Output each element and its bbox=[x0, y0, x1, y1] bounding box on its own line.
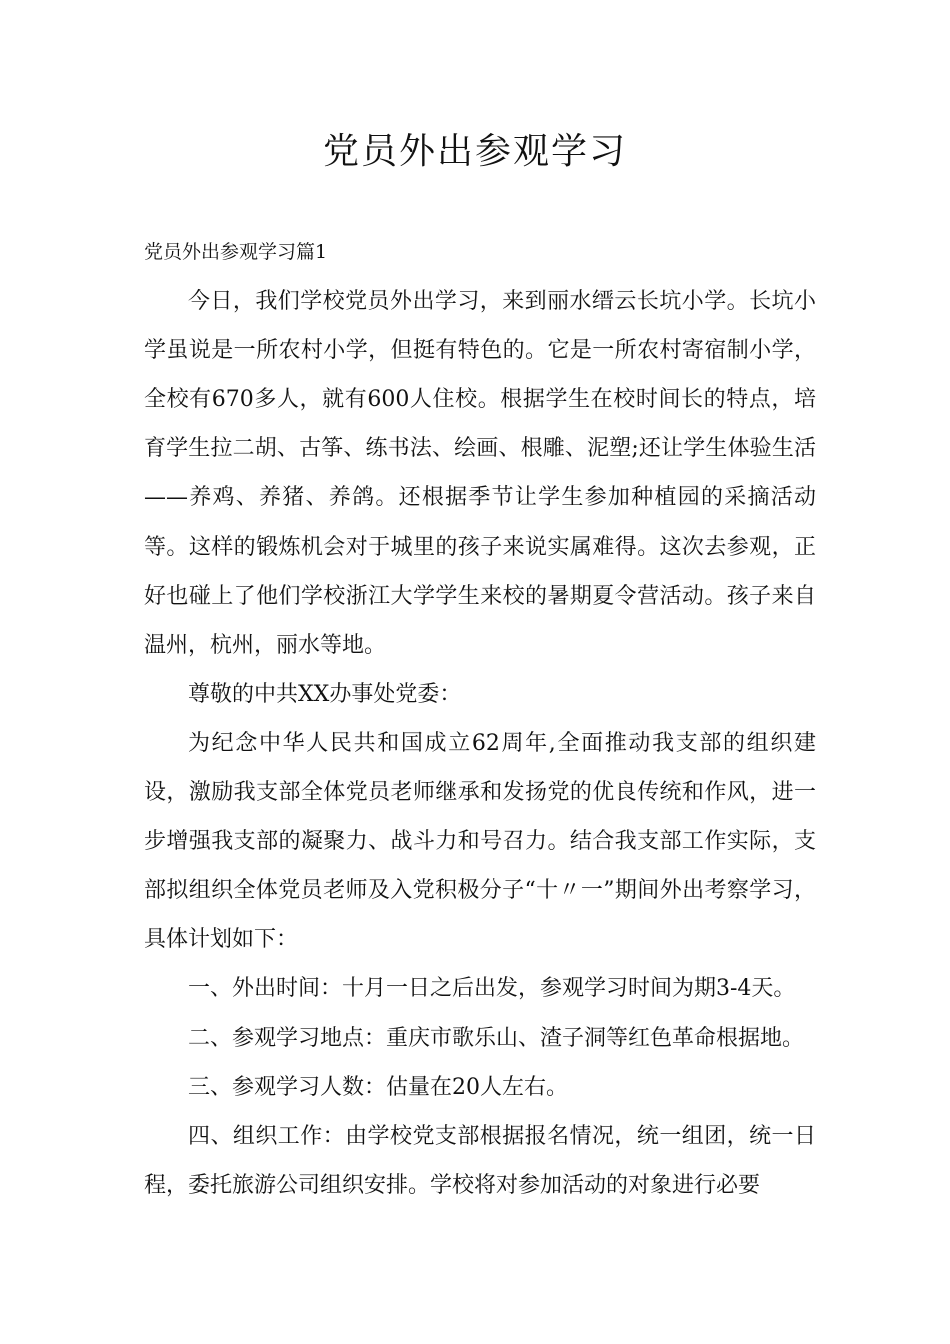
document-title: 党员外出参观学习 bbox=[322, 131, 627, 172]
paragraph-plan-intro: 为纪念中华人民共和国成立62周年,全面推动我支部的组织建设，激励我支部全体党员老师继承和发扬党的优良传统和作风，进一步增强我支部的凝聚力、战斗力和号召力。结合我支部工作实际，支部拟组织全体党员老师及入党积极分子“十〃一”期间外出考察学习，具体计划如下： bbox=[144, 730, 816, 953]
paragraph-plan-location: 二、参观学习地点：重庆市歌乐山、渣子洞等红色革命根据地。 bbox=[188, 1025, 805, 1051]
document-body bbox=[144, 228, 816, 1210]
paragraph-plan-time: 一、外出时间：十月一日之后出发，参观学习时间为期3-4天。 bbox=[188, 976, 796, 1002]
paragraph-plan-headcount: 三、参观学习人数：估量在20人左右。 bbox=[188, 1074, 568, 1100]
paragraph-school-visit: 今日，我们学校党员外出学习，来到丽水缙云长坑小学。长坑小学虽说是一所农村小学，但挺有特色的。它是一所农村寄宿制小学，全校有670多人，就有600人住校。根据学生在校时间长的特点，培育学生拉二胡、古筝、练书法、绘画、根雕、泥塑;还让学生体验生活——养鸡、养猪、养鸽。还根据季节让学生参加种植园的采摘活动等。这样的锻炼机会对于城里的孩子来说实属难得。这次去参观，正好也碰上了他们学校浙江大学学生来校的暑期夏令营活动。孩子来自温州，杭州，丽水等地。 bbox=[144, 289, 816, 658]
section-heading: 党员外出参观学习篇1 bbox=[144, 241, 328, 263]
paragraph-plan-organization: 四、组织工作：由学校党支部根据报名情况，统一组团，统一日程，委托旅游公司组织安排。学校将对参加活动的对象进行必要 bbox=[144, 1123, 816, 1198]
paragraph-salutation: 尊敬的中共XX办事处党委： bbox=[188, 681, 462, 707]
